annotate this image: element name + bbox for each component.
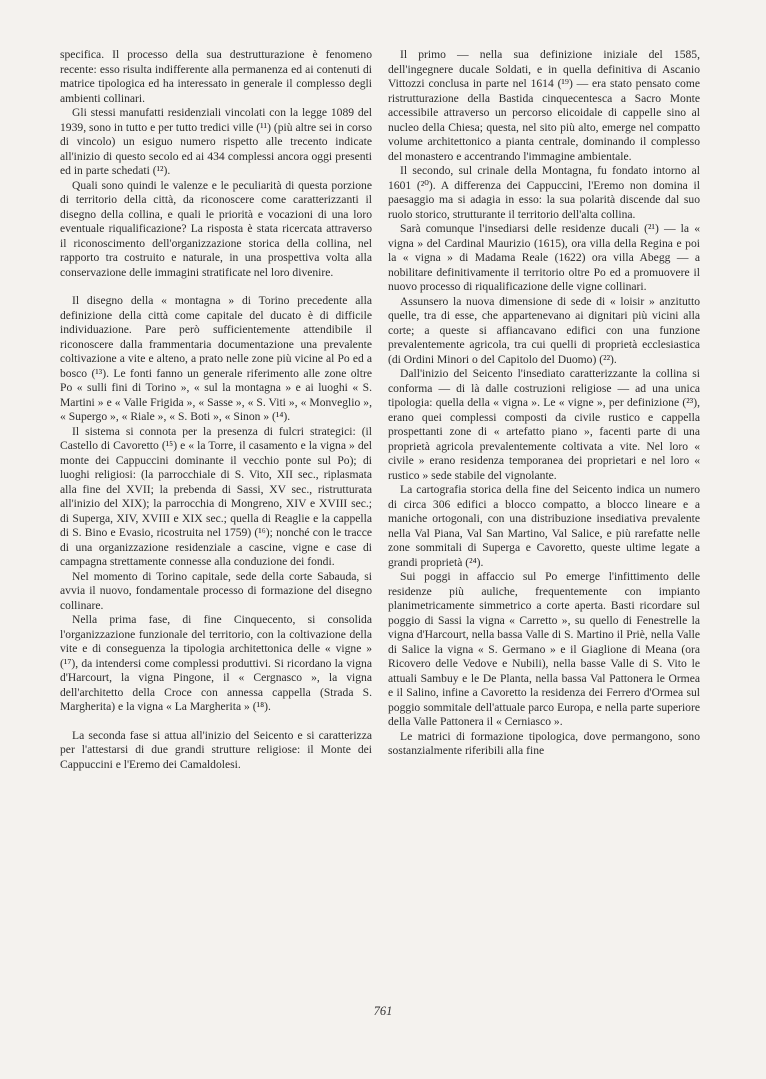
paragraph: Le matrici di formazione tipologica, dove permangono, sono sostanzialmente riferibili alla fine — [388, 729, 700, 757]
paragraph: specifica. Il processo della sua destrutturazione è fenomeno recente: esso risulta indifferente alla permanenza ed ai contenuti di matrice tipologica ed ha interessato in generale il complesso degli ambienti collinari. — [60, 48, 372, 105]
page-number: 761 — [373, 1004, 393, 1018]
left-text-column — [60, 48, 372, 772]
paragraph: Il sistema si connota per la presenza di fulcri strategici: (il Castello di Cavoretto (¹⁵) e « la Torre, il casamento e la vigna » del monte dei Cappuccini dominante il vecchio ponte sul Po); di luoghi religiosi: (la parrocchiale di S. Vito, XII sec., riplasmata alla fine del XVII; la prebenda di Sassi, XV sec., ristrutturata all'inizio del XIX); la parrocchia di Mongreno, XIV e XVIII sec.; di Superga, XIV, XVIII e XIX sec.; quella di Reaglie e la cappella di S. Bino e Evasio, ricostruita nel 1759) (¹⁶); nonché con le tracce di una organizzazione residenziale a cascine, vigne e case di campagna strettamente connesse alla conduzione dei fondi. — [60, 424, 372, 568]
paragraph: Gli stessi manufatti residenziali vincolati con la legge 1089 del 1939, sono in tutto e per tutto tredici ville (¹¹) (più altre sei in corso di vincolo) un esiguo numero rispetto alle trecento indicate all'inizio di questo secolo ed ai 434 complessi ancora oggi presenti ed in parte schedati (¹²). — [60, 106, 372, 177]
paragraph: Il primo — nella sua definizione iniziale del 1585, dell'ingegnere ducale Soldati, e in quella definitiva di Ascanio Vittozzi conclusa in parte nel 1614 (¹⁹) — era stato pensato come ristrutturazione della Bastida cinquecentesca a Sacro Monte accessibile attraverso un percorso elicoidale di cappelle sino al nucleo della Chiesa; questa, nel sito più alto, emerge nel compatto volume architettonico a pianta centrale, dominando il complesso del monastero e accentrando l'immagine ambientale. — [388, 48, 700, 163]
paragraph: Nella prima fase, di fine Cinquecento, si consolida l'organizzazione funzionale del territorio, con la coltivazione della vite e di conseguenza la tipologia architettonica delle « vigne » (¹⁷), da intendersi come complessi produttivi. Si ricordano la vigna d'Harcourt, la vigna Pingone, il « Cergnasco », la vigna dell'architetto della Croce con annessa cappella (Strada S. Margherita) e la vigna « La Margherita » (¹⁸). — [60, 613, 372, 713]
paragraph: Dall'inizio del Seicento l'insediato caratterizzante la collina si conforma — di là dalle costruzioni religiose — ad una unica tipologia: quella della « vigna ». Le « vigne », per definizione (²³), erano quei complessi composti da civile rustico e cappella prospettanti zone di « artefatto piano », facenti parte di una proprietà agricola prevalentemente coltivata a vite. Nel loro « civile » erano residenza temporanea dei proprietari e nel loro « rustico » sede stabile del vignolante. — [388, 367, 700, 482]
paragraph: La cartografia storica della fine del Seicento indica un numero di circa 306 edifici a blocco compatto, a blocco lineare e a maniche ortogonali, con una distribuzione insediativa prevalente nella Val Piana, Val San Martino, Val Salice, e più rarefatte nelle zone sommitali di Superga e Cavoretto, queste ultime legate a grandi proprietà (²⁴). — [388, 483, 700, 569]
paragraph: Sui poggi in affaccio sul Po emerge l'infittimento delle residenze più auliche, frequentemente con impianto planimetricamente simmetrico a corte aperta. Basti ricordare sul poggio di Sassi la vigna « Carretto », su quello di Fenestrelle la vigna d'Harcourt, nella bassa Valle di S. Martino il Priè, nella Valle di Salice la vigna « S. Germano » e il Giaglione di Meana (ora Ricovero delle Vedove e Nubili), nella basse Valle di S. Vito le attuali Sambuy e le De Planta, nella bassa Val Pattonera le Ormea e il Salino, infine a Cavoretto la residenza dei Ferrero d'Ormea sul poggio sommitale dell'attuale parco Europa, e nella parte superiore della Valle Pattonera il « Cerniasco ». — [388, 570, 700, 728]
paragraph: Sarà comunque l'insediarsi delle residenze ducali (²¹) — la « vigna » del Cardinal Maurizio (1615), ora villa della Regina e poi la « vigna » di Madama Reale (1622) ora villa Abegg — a nobilitare definitivamente il territorio oltre Po ed a promuovere il nuovo processo di riqualificazione delle vigne collinari. — [388, 222, 700, 293]
right-text-column — [388, 48, 700, 759]
paragraph: La seconda fase si attua all'inizio del Seicento e si caratterizza per l'attestarsi di due grandi strutture religiose: il Monte dei Cappuccini e l'Eremo dei Camaldolesi. — [60, 728, 372, 771]
paragraph: Nel momento di Torino capitale, sede della corte Sabauda, si avvia il nuovo, fondamentale processo di formazione del disegno collinare. — [60, 569, 372, 612]
paragraph: Quali sono quindi le valenze e le peculiarità di questa porzione di territorio della città, da riconoscere come caratterizzanti il disegno della collina, e quali le priorità e vocazioni di una loro eventuale riqualificazione? La risposta è stata ricercata attraverso il riconoscimento dell'organizzazione storica della collina, nel rapporto tra costruito e naturale, in una prospettiva volta alla conservazione delle immagini stratificate nel loro divenire. — [60, 178, 372, 279]
paragraph: Il disegno della « montagna » di Torino precedente alla definizione della città come capitale del ducato è di difficile individuazione. Pare però sufficientemente attendibile il riconoscere dalla frammentaria documentazione una prevalente coltivazione a vite e alteno, a prato nelle zone più vicine al Po ed a bosco (¹³). Le fonti fanno un generale riferimento alle zone oltre Po « sulli fini di Torino », « sul la montagna » e ai luoghi « S. Martini » e « Valle Frigida », « Sasse », « S. Viti », « Monveglio », « Supergo », « Riale », « S. Boti », « Sinon » (¹⁴). — [60, 294, 372, 423]
paragraph: Il secondo, sul crinale della Montagna, fu fondato intorno al 1601 (²⁰). A differenza dei Cappuccini, l'Eremo non domina il paesaggio ma si adagia in esso: la sua polarità discende dal suo ruolo storico, strutturante il territorio dell'alta collina. — [388, 164, 700, 221]
paragraph: Assunsero la nuova dimensione di sede di « loisir » anzitutto quelle, tra di esse, che appartenevano ai dignitari più vicini alla corte; a queste si affiancavano edifici con una funzione prevalentemente agricola, tra cui quelli di proprietà ecclesiastica (di Ordini Minori o del Capitolo del Duomo) (²²). — [388, 294, 700, 366]
